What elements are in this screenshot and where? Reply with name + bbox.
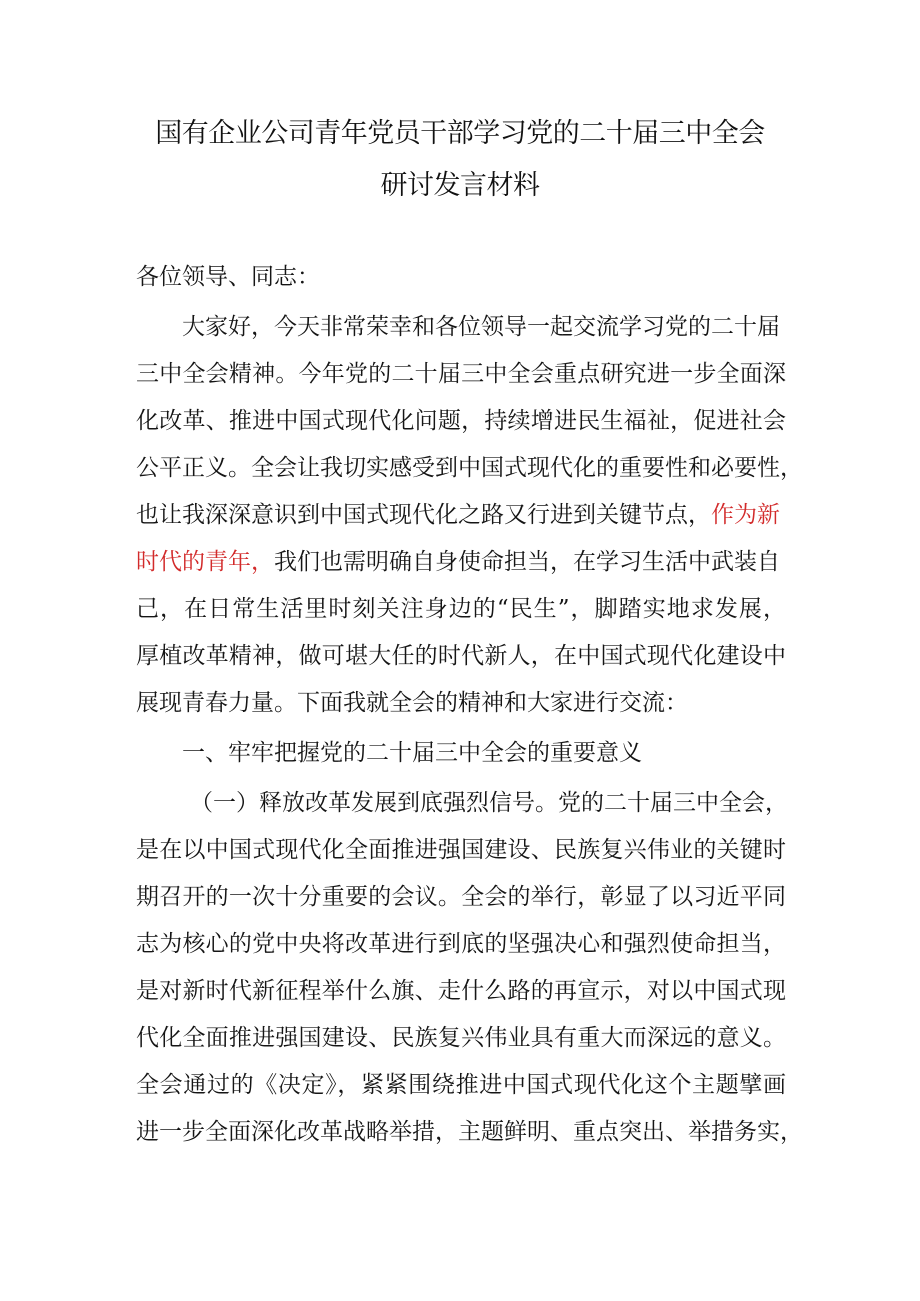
paragraph2-line3: 期召开的一次十分重要的会议。全会的举行，彰显了以习近平同: [136, 884, 786, 910]
paragraph1-line2: 三中全会精神。今年党的二十届三中全会重点研究进一步全面深: [136, 361, 786, 387]
paragraph2-line8: 进一步全面深化改革战略举措，主题鲜明、重点突出、举措务实，: [136, 1119, 803, 1145]
paragraph1-line8: 厚植改革精神，做可堪大任的时代新人，在中国式现代化建设中: [136, 643, 786, 669]
paragraph1-line3: 化改革、推进中国式现代化问题，持续增进民生福祉，促进社会: [136, 408, 786, 434]
section1-heading: 一、牢牢把握党的二十届三中全会的重要意义: [182, 740, 642, 766]
document-title-line1: 国有企业公司青年党员干部学习党的二十届三中全会: [155, 118, 765, 149]
paragraph2-line4: 志为核心的党中央将改革进行到底的坚强决心和强烈使命担当，: [136, 931, 786, 957]
paragraph1-highlight-end: 时代的青年，: [136, 549, 274, 575]
paragraph1-line5: [136, 496, 786, 529]
paragraph1-highlight-start: 作为新: [711, 502, 780, 528]
paragraph1-line7: 己，在日常生活里时刻关注身边的“民生”，脚踏实地求发展，: [136, 596, 786, 622]
paragraph2-line2: 是在以中国式现代化全面推进强国建设、民族复兴伟业的关键时: [136, 837, 786, 863]
paragraph2-line5: 是对新时代新征程举什么旗、走什么路的再宣示，对以中国式现: [136, 978, 786, 1004]
salutation: 各位领导、同志：: [136, 264, 320, 290]
paragraph1-line6: [136, 543, 786, 576]
paragraph2-line7: 全会通过的《决定》，紧紧围绕推进中国式现代化这个主题擘画: [136, 1072, 786, 1098]
paragraph1-line1: 大家好，今天非常荣幸和各位领导一起交流学习党的二十届: [182, 314, 780, 340]
paragraph1-line4: 公平正义。全会让我切实感受到中国式现代化的重要性和必要性，: [136, 455, 803, 481]
paragraph1-line5-text: 也让我深深意识到中国式现代化之路又行进到关键节点，: [136, 502, 711, 528]
paragraph1-line6-text: 我们也需明确自身使命担当，在学习生活中武装自: [274, 549, 780, 575]
document-title-line2: 研讨发言材料: [380, 170, 540, 201]
paragraph2-line6: 代化全面推进强国建设、民族复兴伟业具有重大而深远的意义。: [136, 1025, 786, 1051]
paragraph2-line1: （一）释放改革发展到底强烈信号。党的二十届三中全会，: [190, 790, 788, 816]
paragraph1-line9: 展现青春力量。下面我就全会的精神和大家进行交流：: [136, 690, 688, 716]
